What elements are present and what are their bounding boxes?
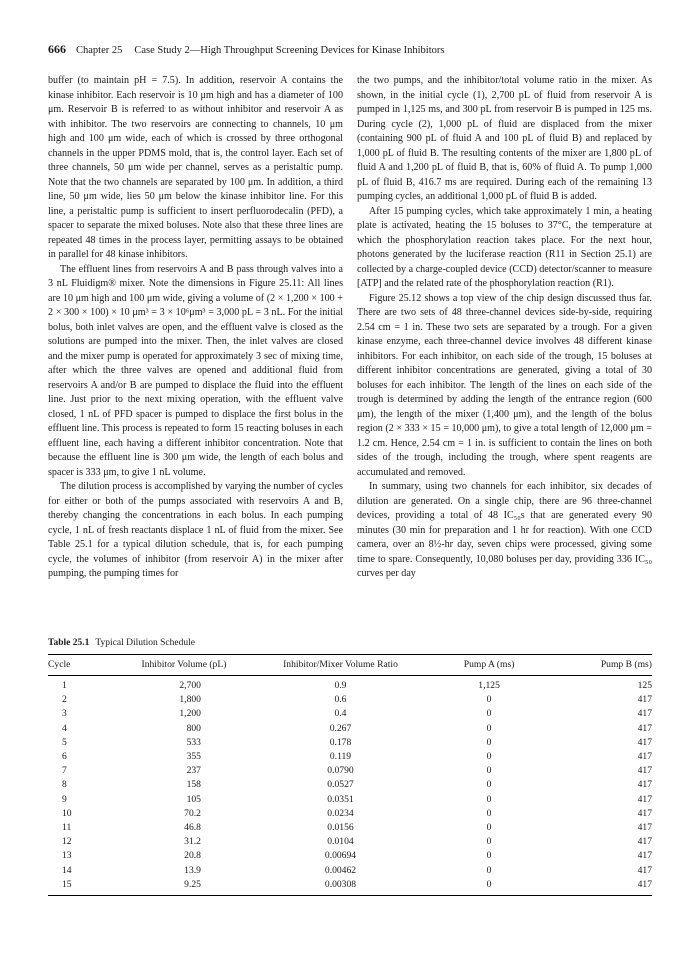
table-cell [111,750,257,764]
table-cell: 417 [637,864,652,876]
table-cell: 417 [637,807,652,819]
table-cell: 0 [486,793,492,805]
table-cell: 0.178 [329,736,352,748]
table-cell: 1,125 [478,680,500,691]
table-cell-value: 1,200 [179,708,201,720]
table-cell: 0.0527 [327,779,354,791]
table-cell-value: 20.8 [184,850,201,862]
table-row [48,864,652,878]
table-cell: 0.0351 [327,793,354,805]
table-cell: 0 [486,822,492,834]
table-cell: 417 [637,708,652,720]
table-row [48,778,652,792]
table-row [48,693,652,707]
table-cell: 13 [62,850,72,862]
table-cell: 0 [424,878,555,896]
table-cell: 417 [637,765,652,777]
table-cell: 1 [62,680,67,691]
table-cell: 417 [637,822,652,834]
table-cell [111,807,257,821]
column-header: Cycle [48,655,111,676]
column-header: Pump A (ms) [424,655,555,676]
table-cell: 417 [637,722,652,734]
table-row [48,722,652,736]
table-body [48,676,652,896]
chapter-label: Chapter 25 [76,45,123,56]
table-cell: 0.00308 [257,878,424,896]
table-cell-value: 9.25 [184,878,201,890]
table-cell: 0 [486,807,492,819]
table-cell [111,722,257,736]
table-cell [111,793,257,807]
table-cell: 7 [62,765,67,777]
table-cell [111,849,257,863]
table-cell: 0 [486,694,492,706]
table-cell: 417 [637,793,652,805]
running-title: Case Study 2—High Throughput Screening Devices for Kinase Inhibitors [134,45,445,56]
table-cell [111,764,257,778]
table-row [48,736,652,750]
paragraph: In summary, using two channels for each inhibitor, six decades of dilution are generated. On a single chip, there are 96 three-channel devices, providing a total of 48 IC₅₀s that are generated every 90 minutes (30 min for preparation and 1 hr for reaction). With one CCD camera, over an 8½-hr day, seven chips were processed, giving some time to spare. Consequently, 10,080 boluses per day, providing 336 IC₅₀ curves per day [357,481,652,579]
table-cell: 417 [554,878,652,896]
table-cell: 0.4 [334,708,347,720]
paragraph: The dilution process is accomplished by varying the number of cycles for either or both of the pumps associated with reservoirs A and B, thereby changing the concentrations in each bolus. In each pumping cycle, 1 nL of fresh reactants displace 1 nL of fluid from the mixer. See Table 25.1 for a typical dilution schedule, that is, for each pumping cycle, the volumes of inhibitor (from reservoir A) in the mixer after pumping, the pumping times for [48,481,343,579]
table-cell: 12 [62,836,72,848]
table-cell [111,676,257,694]
table-label: Table 25.1 [48,638,90,648]
table-cell: 4 [62,722,67,734]
table-cell: 15 [48,878,111,896]
table-row [48,793,652,807]
table-cell: 0.0156 [327,822,354,834]
table-cell: 2 [62,694,67,706]
table-cell: 125 [637,680,652,691]
column-header: Inhibitor Volume (pL) [111,655,257,676]
table-cell-value: 237 [186,765,201,777]
table-cell-value: 31.2 [184,836,201,848]
table-cell-value: 533 [186,736,201,748]
table-row [48,764,652,778]
table-cell: 0 [486,736,492,748]
table-cell [111,778,257,792]
table-cell: 0 [486,722,492,734]
table-cell: 0.00462 [324,864,357,876]
table-cell [111,864,257,878]
table-cell [111,878,257,896]
column-header: Inhibitor/Mixer Volume Ratio [257,655,424,676]
table-cell: 0.6 [334,694,347,706]
table-cell: 3 [62,708,67,720]
table-cell: 10 [62,807,72,819]
table-row [48,835,652,849]
table-cell: 0.267 [329,722,352,734]
table-cell-value: 800 [186,722,201,734]
table-cell [111,821,257,835]
table-row [48,821,652,835]
table-cell: 0.0234 [327,807,354,819]
table-cell: 8 [62,779,67,791]
table-cell: 0 [486,864,492,876]
right-column [357,74,652,622]
paragraph: The effluent lines from reservoirs A and B pass through valves into a 3 nL Fluidigm® mixer. Note the dimensions in Figure 25.11: All lines are 10 μm high and 100 μm wide, giving a volume of (2 × 1,200 × 100 + 2 × 300 × 100) × 10 μm³ = 3 × 10⁶μm³ = 3,000 pL = 3 nL. For the initial bolus, both inlet valves are open, and the effluent valve is closed as the solutions are pumped into the mixer. Then, the inlet valves are closed and the mixer pump is operated for approximately 3 sec of mixing time, after which the three valves are opened and additional fluid from reservoirs A and/or B are pumped to displace the fluid into the effluent line. Just prior to the next mixing operation, with the effluent valve closed, 1 nL of PFD spacer is pumped to displace the first bolus in the effluent line. This process is repeated to form 15 reacting boluses in each effluent line, each having a different inhibitor concentration. Note that because the effluent line is 300 μm wide, the length of each bolus and spacer is 333 μm, to give 1 nL volume. [48,263,343,478]
table-cell: 14 [62,864,72,876]
table-cell: 6 [62,751,67,763]
table-cell: 0 [486,708,492,720]
table-cell [111,736,257,750]
table-cell: 5 [62,736,67,748]
table-cell: 417 [637,779,652,791]
table-cell: 417 [637,751,652,763]
table-cell [111,693,257,707]
table-cell [111,835,257,849]
table-cell-value: 158 [186,779,201,791]
table-cell: 0 [486,850,492,862]
table-cell-value: 2,700 [179,680,201,691]
table-cell: 0.9 [334,680,347,691]
table-cell-value: 1,800 [179,694,201,706]
table-row [48,807,652,821]
table-cell: 0.0104 [327,836,354,848]
table-cell: 0 [486,836,492,848]
paragraph: Figure 25.12 shows a top view of the chip design discussed thus far. There are two sets of 48 three-channel devices side-by-side, requiring 2.54 cm = 1 in. These two sets are separated by a trough. For a given kinase enzyme, each three-channel device involves 48 different kinase inhibitors. For each inhibitor, on each side of the trough, 15 boluses at different inhibitor concentrations are generated, giving a total of 30 boluses for each inhibitor. The length of the lines on each side of the trough is determined by adding the length of the entrance region (600 μm), the length of the mixer (1,400 μm), and the length of the bolus region (2 × 333 × 15 = 10,000 μm), to give a total length of 12,000 μm = 1.2 cm. Hence, 2.54 cm = 1 in. is sufficient to contain the lines on both sides of the trough, including the trough, where spent reagents are accumulated and removed. [357,292,652,478]
table-caption [48,638,195,648]
table-cell: 0.0790 [327,765,354,777]
table-row [48,878,652,896]
table-cell-value: 70.2 [184,807,201,819]
table-row [48,750,652,764]
left-column [48,74,343,622]
page-header [48,42,652,58]
table-cell: 417 [637,836,652,848]
paragraph: buffer (to maintain pH = 7.5). In addition, reservoir A contains the kinase inhibitor. Each reservoir is 10 μm high and has a diameter of 100 μm. Reservoir B is referred to as without inhibitor and reservoir A as with inhibitor. The two reservoirs are connecting to channels, 10 μm high and 100 μm wide, each of which is crossed by three orthogonal channels in the upper PDMS mold, that is, the control layer. Each set of three channels, 50 μm wide per channel, serves as a peristaltic pump. Note that the two channels are separated by 100 μm. In addition, a third line, 50 μm wide, lies 50 μm below the kinase inhibitor line. For this line, a peristaltic pump is sufficient to insert perfluorodecalin (PFD), a spacer to separate the mixed boluses. Note also that these three lines are repeated 48 times in the process layer, permitting assays to be obtained in parallel for 48 kinase inhibitors. [48,75,343,260]
table-row [48,849,652,863]
page-number: 666 [48,42,66,56]
table-cell-value: 355 [186,751,201,763]
body-columns [48,74,652,622]
table-cell: 0.00694 [324,850,357,862]
column-header: Pump B (ms) [554,655,652,676]
table-cell: 417 [637,850,652,862]
table-cell: 0.119 [329,751,352,763]
table-cell: 0 [486,751,492,763]
table-row [48,707,652,721]
table-cell: 11 [62,822,72,834]
table-cell: 417 [637,736,652,748]
table-cell: 417 [637,694,652,706]
paragraph: After 15 pumping cycles, which take approximately 1 min, a heating plate is activated, heating the 15 boluses to 37°C, the temperature at which the phosphorylation reaction takes place. For the next hour, photons generated by the luciferase reaction (R11 in Section 25.1) are collected by a charge-coupled device (CCD) detector/scanner to measure [ATP] and the related rate of the phosphorylation reaction (R1). [357,205,652,289]
table-cell: 0 [486,779,492,791]
table-header-row [48,655,652,676]
table-row [48,676,652,694]
table-cell: 0 [486,765,492,777]
table-cell-value: 105 [186,793,201,805]
table-cell [111,707,257,721]
dilution-table [48,654,652,896]
table-cell-value: 13.9 [184,864,201,876]
paragraph: the two pumps, and the inhibitor/total volume ratio in the mixer. As shown, in the initial cycle (1), 2,700 pL of fluid from reservoir A is pumped in 1,125 ms, and 300 pL from reservoir B is pumped in 125 ms. During cycle (2), 1,000 pL of fluid are displaced from the mixer (containing 900 pL of fluid A and 100 pL of fluid B) and replaced by 1,000 pL of fluid B. The resulting contents of the mixer are 1,800 pL of fluid A and 1,200 pL of fluid B, that is, 60% of fluid A. To pump 1,000 pL of fluid B, 416.7 ms are required. During each of the remaining 13 pumping cycles, an additional 1,000 pL of fluid B is added. [357,75,652,202]
table-caption-text: Typical Dilution Schedule [95,638,195,648]
table-cell: 9 [62,793,67,805]
table-cell-value: 46.8 [184,822,201,834]
